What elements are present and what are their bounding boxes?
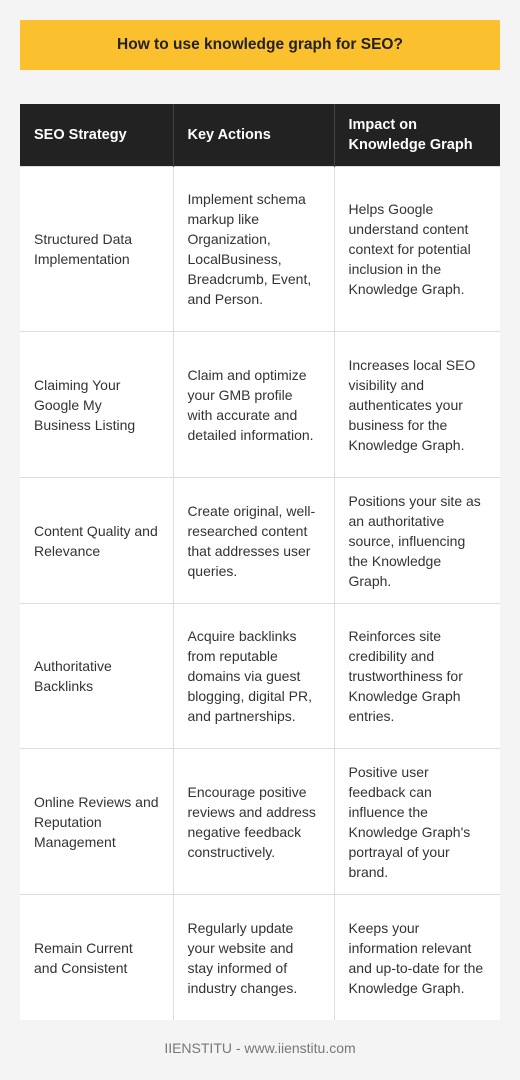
table-row [20, 167, 500, 332]
header-impact: Impact on Knowledge Graph [334, 104, 500, 167]
seo-strategy-table [20, 104, 500, 1020]
table-row [20, 895, 500, 1021]
cell-actions: Create original, well-researched content that addresses user queries. [173, 478, 334, 604]
cell-impact: Positive user feedback can influence the Knowledge Graph's portrayal of your brand. [334, 749, 500, 895]
cell-strategy: Authoritative Backlinks [20, 604, 173, 749]
cell-strategy: Claiming Your Google My Business Listing [20, 332, 173, 478]
table-row [20, 332, 500, 478]
cell-strategy: Online Reviews and Reputation Management [20, 749, 173, 895]
cell-actions: Claim and optimize your GMB profile with accurate and detailed information. [173, 332, 334, 478]
table-header-row [20, 104, 500, 167]
cell-impact: Increases local SEO visibility and authenticates your business for the Knowledge Graph. [334, 332, 500, 478]
cell-strategy: Content Quality and Relevance [20, 478, 173, 604]
table-row [20, 604, 500, 749]
header-key-actions: Key Actions [173, 104, 334, 167]
footer-credit: IIENSTITU - www.iienstitu.com [164, 1040, 356, 1056]
cell-actions: Regularly update your website and stay informed of industry changes. [173, 895, 334, 1021]
cell-actions: Implement schema markup like Organization, LocalBusiness, Breadcrumb, Event, and Person. [173, 167, 334, 332]
table-row [20, 749, 500, 895]
page-title: How to use knowledge graph for SEO? [117, 36, 403, 53]
cell-impact: Keeps your information relevant and up-to-date for the Knowledge Graph. [334, 895, 500, 1021]
header-seo-strategy: SEO Strategy [20, 104, 173, 167]
cell-actions: Encourage positive reviews and address negative feedback constructively. [173, 749, 334, 895]
cell-strategy: Remain Current and Consistent [20, 895, 173, 1021]
cell-strategy: Structured Data Implementation [20, 167, 173, 332]
cell-actions: Acquire backlinks from reputable domains via guest blogging, digital PR, and partnerships. [173, 604, 334, 749]
cell-impact: Helps Google understand content context for potential inclusion in the Knowledge Graph. [334, 167, 500, 332]
title-banner [20, 20, 500, 70]
table-row [20, 478, 500, 604]
cell-impact: Reinforces site credibility and trustworthiness for Knowledge Graph entries. [334, 604, 500, 749]
cell-impact: Positions your site as an authoritative source, influencing the Knowledge Graph. [334, 478, 500, 604]
